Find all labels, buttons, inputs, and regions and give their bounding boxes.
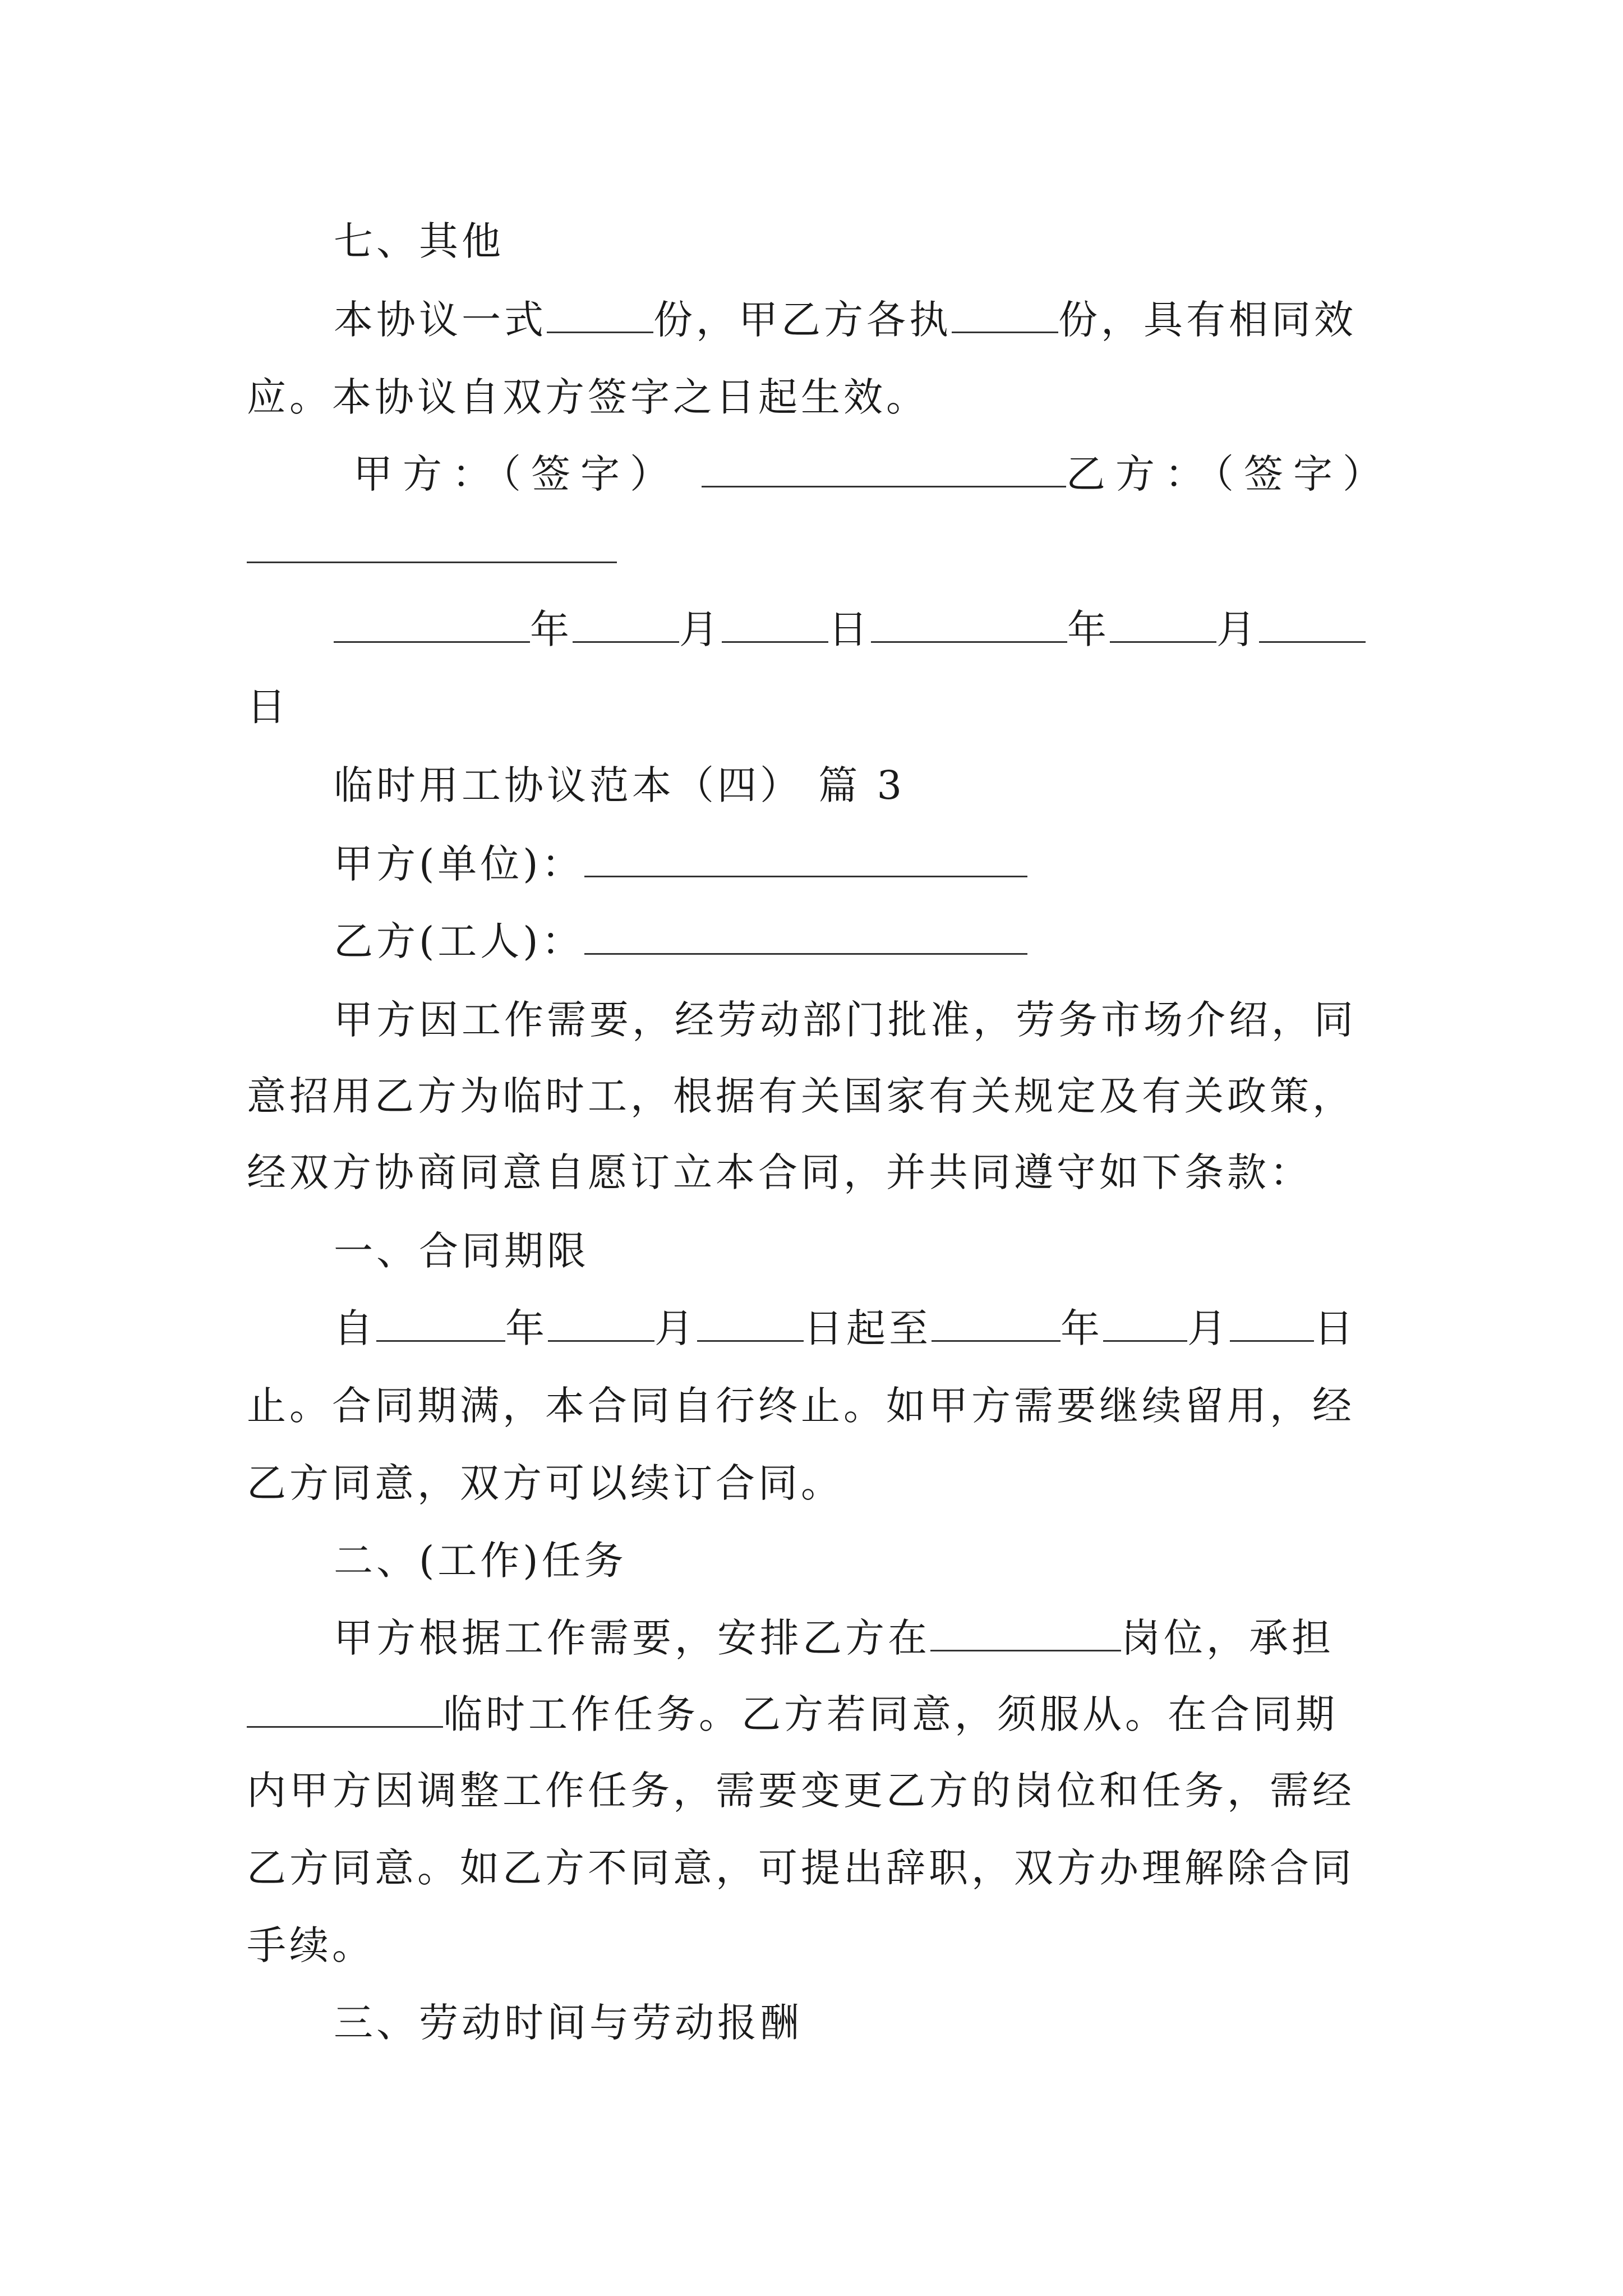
text: 岗位，承担 — [1121, 1615, 1334, 1661]
text: 临时工作任务。乙方若同意，须服从。在合同期 — [443, 1691, 1338, 1737]
paragraph-line: 乙方同意，双方可以续订合同。 — [247, 1460, 843, 1506]
blank-field[interactable] — [932, 1304, 1061, 1342]
text: 月 — [1216, 606, 1259, 652]
paragraph-line: 意招用乙方为临时工，根据有关国家有关规定及有关政策， — [247, 1073, 1355, 1119]
paragraph-line: 甲方因工作需要，经劳动部门批准，劳务市场介绍，同 — [334, 997, 1357, 1043]
text: 日起至 — [804, 1305, 932, 1351]
text: 月 — [654, 1305, 697, 1351]
blank-field[interactable] — [548, 1304, 654, 1342]
clause-heading: 三、劳动时间与劳动报酬 — [334, 2000, 803, 2046]
date-line-continued: 日 — [247, 684, 289, 730]
clause-heading: 一、合同期限 — [334, 1228, 589, 1274]
party-a-signature-field[interactable] — [702, 450, 1066, 487]
blank-field[interactable] — [376, 1304, 505, 1342]
blank-field[interactable] — [334, 605, 530, 643]
text: 日 — [828, 606, 871, 652]
position-field[interactable] — [930, 1614, 1121, 1651]
text: 年 — [530, 606, 573, 652]
paragraph-line: 止。合同期满，本合同自行终止。如甲方需要继续留用，经 — [247, 1383, 1355, 1429]
task-field[interactable] — [247, 1690, 443, 1728]
blank-field[interactable] — [1110, 605, 1216, 643]
party-a-field[interactable] — [584, 840, 1027, 877]
party-b-label: 乙方(工人)： — [334, 918, 584, 964]
blank-field[interactable] — [871, 605, 1067, 643]
blank-field[interactable] — [547, 296, 653, 333]
date-line — [334, 601, 1366, 657]
paragraph-line: 内甲方因调整工作任务，需要变更乙方的岗位和任务，需经 — [247, 1768, 1355, 1814]
paragraph-line — [334, 1610, 1334, 1666]
text: 月 — [1187, 1305, 1230, 1351]
text: 本协议一式 — [334, 297, 547, 343]
text: 日 — [1314, 1305, 1357, 1351]
text: 月 — [679, 606, 722, 652]
section-heading: 七、其他 — [334, 218, 504, 264]
signature-line — [353, 446, 1392, 502]
party-b-signature-label: 乙方：（签字） — [1066, 451, 1392, 497]
paragraph-line — [334, 292, 1357, 348]
party-a-signature-label: 甲方：（签字） — [353, 451, 679, 497]
paragraph-line: 经双方协商同意自愿订立本合同，并共同遵守如下条款： — [247, 1149, 1312, 1195]
text: 自 — [334, 1305, 376, 1351]
text: 年 — [505, 1305, 548, 1351]
blank-field[interactable] — [722, 605, 828, 643]
party-a-label: 甲方(单位)： — [334, 841, 584, 887]
paragraph-line: 乙方同意。如乙方不同意，可提出辞职，双方办理解除合同 — [247, 1845, 1355, 1891]
paragraph-line: 应。本协议自双方签字之日起生效。 — [247, 374, 929, 420]
blank-field[interactable] — [1103, 1304, 1187, 1342]
party-a-line — [334, 836, 1027, 892]
blank-field[interactable] — [1230, 1304, 1314, 1342]
paragraph-line — [334, 1300, 1357, 1356]
text: 年 — [1067, 606, 1110, 652]
blank-field[interactable] — [1259, 605, 1366, 643]
clause-heading: 二、(工作)任务 — [334, 1538, 627, 1584]
signature-line-continued — [247, 522, 617, 578]
document-title: 临时用工协议范本（四） 篇 3 — [334, 762, 906, 808]
text: 份，甲乙方各执 — [653, 297, 952, 343]
party-b-line — [334, 913, 1027, 969]
blank-field[interactable] — [697, 1304, 804, 1342]
text: 份，具有相同效 — [1058, 297, 1357, 343]
party-b-field[interactable] — [584, 917, 1027, 955]
blank-field[interactable] — [573, 605, 679, 643]
blank-field[interactable] — [952, 296, 1058, 333]
paragraph-line — [247, 1686, 1338, 1742]
text: 年 — [1061, 1305, 1103, 1351]
party-b-signature-field[interactable] — [247, 526, 617, 563]
text: 甲方根据工作需要，安排乙方在 — [334, 1615, 930, 1661]
paragraph-line: 手续。 — [247, 1922, 375, 1968]
